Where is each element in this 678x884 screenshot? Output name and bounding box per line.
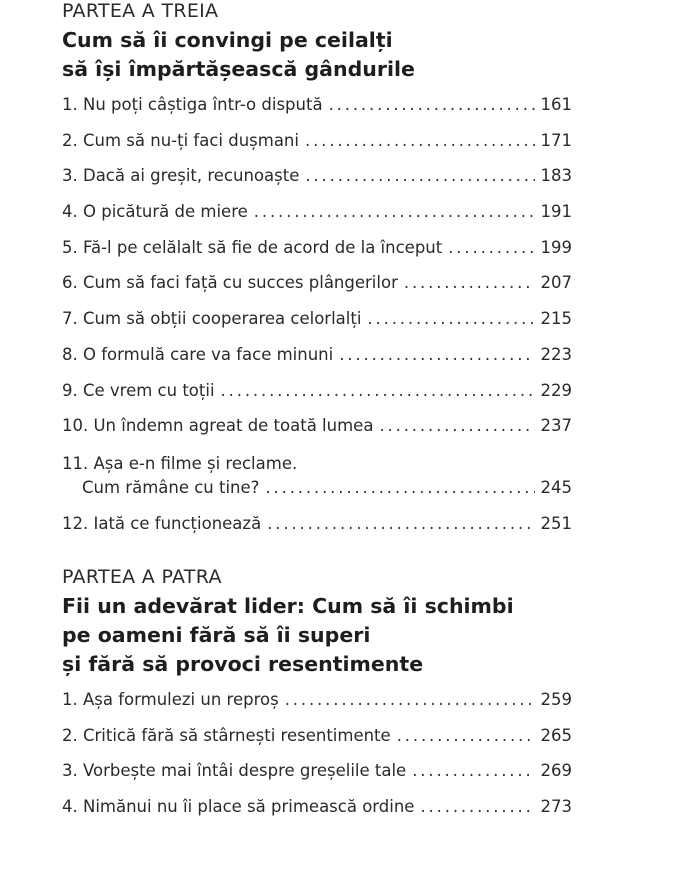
page-number: 245 xyxy=(540,477,572,497)
chapter-title: 9. Ce vrem cu toții xyxy=(62,380,215,400)
toc-entry[interactable] xyxy=(62,513,572,549)
toc-entry[interactable] xyxy=(62,165,572,201)
toc-entry[interactable] xyxy=(62,760,572,796)
toc-entry[interactable] xyxy=(62,201,572,237)
page-number: 199 xyxy=(540,237,572,257)
dot-leader xyxy=(379,415,534,437)
chapter-title: 2. Cum să nu-ți faci dușmani xyxy=(62,130,299,150)
page-number: 251 xyxy=(540,513,572,533)
part-label: PARTEA A PATRA xyxy=(62,566,222,588)
chapter-title: 1. Nu poți câștiga într-o dispută xyxy=(62,95,323,114)
part-title xyxy=(62,26,572,84)
chapter-title: 12. Iată ce funcționează xyxy=(62,513,262,533)
chapter-title: 4. Nimănui nu îi place să primească ordine xyxy=(62,797,415,817)
chapter-title: 8. O formulă care va face minuni xyxy=(62,344,334,364)
chapter-title-continuation xyxy=(62,477,572,499)
chapter-title: 5. Fă-l pe celălalt să fie de acord de la început xyxy=(62,237,443,257)
dot-leader xyxy=(265,477,534,499)
chapter-title: 3. Dacă ai greșit, recunoaște xyxy=(62,166,300,186)
toc-entry[interactable] xyxy=(62,272,572,308)
dot-leader xyxy=(339,344,534,366)
toc-entry[interactable] xyxy=(62,796,572,832)
toc-entry[interactable] xyxy=(62,415,572,451)
dot-leader xyxy=(412,760,534,782)
dot-leader xyxy=(254,201,535,223)
part-title-line: să își împărtășească gândurile xyxy=(62,57,415,81)
dot-leader xyxy=(397,725,535,747)
page-number: 273 xyxy=(540,797,572,817)
dot-leader xyxy=(267,513,534,535)
toc-entry[interactable] xyxy=(62,237,572,273)
chapter-title: 10. Un îndemn agreat de toată lumea xyxy=(62,416,374,436)
chapter-title: 7. Cum să obții cooperarea celorlalți xyxy=(62,309,362,329)
dot-leader xyxy=(305,130,535,152)
dot-leader xyxy=(285,689,535,711)
toc-list xyxy=(62,689,572,832)
toc-entry[interactable] xyxy=(62,130,572,166)
page-number: 223 xyxy=(540,344,572,364)
chapter-title: 2. Critică fără să stârnești resentimente xyxy=(62,725,391,745)
part-title-line: Cum să îi convingi pe ceilalți xyxy=(62,28,393,52)
dot-leader xyxy=(329,94,535,116)
chapter-title-line: Cum rămâne cu tine? xyxy=(82,477,260,497)
page-number: 191 xyxy=(540,202,572,222)
dot-leader xyxy=(420,796,534,818)
part-title-line: pe oameni fără să îi superi xyxy=(62,623,371,647)
toc-entry[interactable] xyxy=(62,689,572,725)
chapter-title: 1. Așa formulezi un reproș xyxy=(62,690,279,709)
page-number: 229 xyxy=(540,380,572,400)
chapter-title-line: 11. Așa e-n filme și reclame. xyxy=(62,453,298,473)
page-number: 171 xyxy=(540,130,572,150)
page-number: 183 xyxy=(540,166,572,186)
toc-entry[interactable] xyxy=(62,725,572,761)
page-number: 161 xyxy=(540,95,572,114)
part-title-line: Fii un adevărat lider: Cum să îi schimbi xyxy=(62,594,514,618)
chapter-title: 6. Cum să faci față cu succes plângerilor xyxy=(62,273,398,293)
page-number: 215 xyxy=(540,309,572,329)
page-number: 207 xyxy=(540,273,572,293)
toc-list xyxy=(62,94,572,549)
part-title xyxy=(62,592,572,679)
part-title-line: și fără să provoci resentimente xyxy=(62,652,424,676)
toc-entry[interactable] xyxy=(62,308,572,344)
chapter-title: 4. O picătură de miere xyxy=(62,202,248,222)
dot-leader xyxy=(221,380,535,402)
toc-entry[interactable] xyxy=(62,451,572,513)
chapter-title: 3. Vorbește mai întâi despre greșelile tale xyxy=(62,761,407,781)
dot-leader xyxy=(305,165,534,187)
toc-entry[interactable] xyxy=(62,94,572,130)
page-number: 237 xyxy=(540,416,572,436)
page-number: 265 xyxy=(540,725,572,745)
part-three-section xyxy=(62,0,572,549)
toc-entry[interactable] xyxy=(62,380,572,416)
part-label: PARTEA A TREIA xyxy=(62,0,219,22)
page-number: 269 xyxy=(540,761,572,781)
dot-leader xyxy=(448,237,534,259)
toc-entry[interactable] xyxy=(62,344,572,380)
part-four-section xyxy=(62,566,572,832)
page-number: 259 xyxy=(540,690,572,709)
dot-leader xyxy=(367,308,534,330)
dot-leader xyxy=(404,272,535,294)
